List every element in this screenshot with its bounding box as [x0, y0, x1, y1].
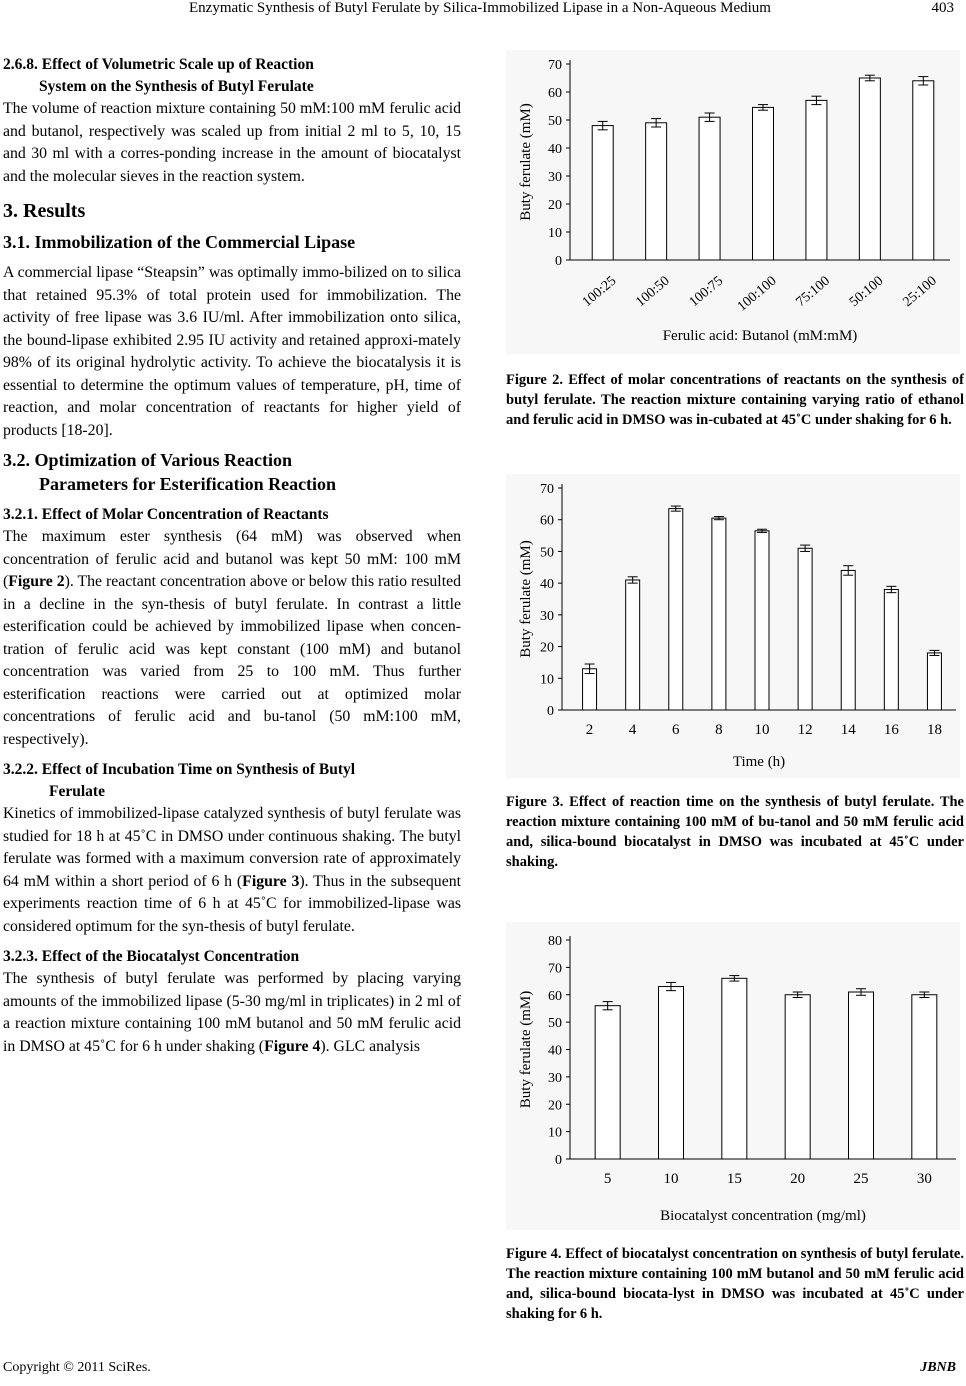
- x-tick-label: 100:25: [579, 273, 620, 311]
- section-3-2-2-heading: [3, 759, 461, 803]
- y-tick-label: 10: [540, 672, 554, 688]
- section-3-2-1-heading: 3.2.1. Effect of Molar Concentration of Reactants: [3, 506, 329, 523]
- section-3-2-3-text-a: The synthesis of butyl ferulate was performed by placing varying amounts of the immobilized lipase (5-30 mg/ml in triplicates) in 2 ml of a reaction mixture containing 100 mM butanol and 50 mM ferulic acid in DMSO at 45˚C for 6 h under shaking (: [3, 970, 461, 1055]
- y-tick-label: 20: [540, 640, 554, 656]
- x-tick-label: 18: [926, 722, 942, 738]
- x-axis-label: Biocatalyst concentration (mg/ml): [660, 1208, 866, 1224]
- section-3-2-2-heading-line1: 3.2.2. Effect of Incubation Time on Synthesis of Butyl: [3, 761, 356, 778]
- section-3-2-2-text-b: ). Thus in the subsequent experiments reaction time of 6 h at 45˚C for immobilized-lipase was considered optimum for the syn-thesis of butyl ferulate.: [3, 872, 462, 935]
- x-tick-label: 30: [916, 1171, 932, 1187]
- bar: [849, 992, 874, 1159]
- figure-3-svg: [506, 474, 960, 778]
- bar: [806, 100, 827, 260]
- bar: [583, 669, 597, 710]
- figure-2-caption: Figure 2. Effect of molar concentrations of reactants on the synthesis of butyl ferulate. The reaction mixture containing varying ratio of ethanol and ferulic acid in DMSO was in-cubated at 45˚C under shaking for 6 h.: [506, 372, 964, 428]
- y-tick-label: 20: [548, 198, 562, 213]
- y-axis-label: Buty ferulate (mM): [518, 540, 534, 658]
- y-tick-label: 60: [540, 513, 554, 529]
- x-tick-label: 10: [754, 722, 770, 738]
- y-tick-label: 0: [555, 1153, 562, 1168]
- y-tick-label: 0: [555, 254, 562, 269]
- y-tick-label: 50: [548, 114, 562, 129]
- section-3-2-heading-line2: Parameters for Esterification Reaction: [39, 474, 337, 494]
- section-3-2-1-text-b: ). The reactant concentration above or below this ratio resulted in a decline in the syn-thesis of butyl ferulate. In contrast a little esterification could be achieved by immobilized lipase when concen-tration of ferulic acid was kept constant (100 mM) and butanol concentration was varied from 25 to 100 mM. Thus further esterification reactions were carried out at optimized molar concentrations of ferulic acid and bu-tanol (50 mM:100 mM, respectively).: [3, 573, 461, 748]
- x-tick-label: 25:100: [900, 273, 940, 311]
- figure-2-svg: [506, 50, 960, 354]
- y-tick-label: 70: [540, 482, 554, 497]
- y-tick-label: 70: [548, 58, 562, 73]
- bar: [646, 123, 667, 260]
- y-tick-label: 30: [548, 1070, 562, 1086]
- bar: [592, 126, 613, 260]
- y-tick-label: 40: [548, 1043, 562, 1059]
- x-tick-label: 25: [853, 1171, 869, 1187]
- y-tick-label: 50: [540, 545, 554, 561]
- bar: [798, 548, 812, 710]
- section-3-1-heading: 3.1. Immobilization of the Commercial Lipase: [3, 232, 356, 252]
- y-tick-label: 70: [548, 961, 562, 977]
- section-2-6-8-heading-line1: 2.6.8. Effect of Volumetric Scale up of Reaction: [3, 56, 314, 73]
- x-tick-label: 100:100: [734, 273, 780, 315]
- y-tick-label: 30: [540, 608, 554, 624]
- section-2-6-8-text: The volume of reaction mixture containing 50 mM:100 mM ferulic acid and butanol, respectively was scaled up from initial 2 ml to 5, 10, 15 and 30 ml with a corres-ponding increase in the amount of biocatalyst and the molecular sieves in the reaction system.: [3, 100, 461, 185]
- y-tick-label: 10: [548, 226, 562, 241]
- section-3-2-3-heading: 3.2.3. Effect of the Biocatalyst Concentration: [3, 948, 300, 965]
- figure-4-reference[interactable]: Figure 4: [264, 1037, 321, 1055]
- y-tick-label: 80: [548, 934, 562, 949]
- section-3-2-1-text-a: The maximum ester synthesis (64 mM) was observed when concentration of ferulic acid and butanol was kept 50 mM: 100 mM (: [3, 528, 461, 590]
- x-tick-label: 14: [840, 722, 856, 738]
- x-axis-label: Time (h): [732, 754, 786, 770]
- x-tick-label: 4: [628, 722, 637, 738]
- y-tick-label: 40: [540, 577, 554, 593]
- y-tick-label: 60: [548, 988, 562, 1004]
- bar: [755, 531, 769, 710]
- x-tick-label: 75:100: [793, 273, 833, 311]
- x-axis-label: Ferulic acid: Butanol (mM:mM): [662, 328, 858, 344]
- figure-3-chart: [506, 474, 960, 778]
- section-3-2-heading-line1: 3.2. Optimization of Various Reaction: [3, 450, 293, 470]
- copyright: Copyright © 2011 SciRes.: [3, 1360, 151, 1375]
- bar: [712, 518, 726, 710]
- section-3-2-3-text: [3, 968, 461, 1058]
- x-tick-label: 5: [603, 1171, 612, 1187]
- figure-3-caption: Figure 3. Effect of reaction time on the synthesis of butyl ferulate. The reaction mixture containing 100 mM of bu-tanol and 50 mM ferulic acid and, silica-bound biocatalyst in DMSO was incubated at 45˚C under shaking.: [506, 794, 964, 870]
- section-3-2-2-heading-line2: Ferulate: [49, 783, 105, 800]
- y-tick-label: 30: [548, 170, 562, 185]
- figure-4-caption: Figure 4. Effect of biocatalyst concentration on synthesis of butyl ferulate. The reaction mixture containing 100 mM butanol and 50 mM ferulic acid and, silica-bound biocata-lyst in DMSO was incubated at 45˚C under shaking for 6 h.: [506, 1246, 964, 1322]
- section-3-2-heading: [3, 448, 461, 496]
- bar: [626, 580, 640, 710]
- bar: [659, 987, 684, 1159]
- x-tick-label: 12: [797, 722, 813, 738]
- figure-2-reference[interactable]: Figure 2: [8, 573, 65, 590]
- bar: [913, 81, 934, 260]
- page-number: 403: [931, 0, 954, 16]
- x-tick-label: 10: [663, 1171, 679, 1187]
- y-tick-label: 40: [548, 142, 562, 157]
- journal-name: JBNB: [920, 1360, 956, 1375]
- bar: [785, 995, 810, 1159]
- figure-2-chart: [506, 50, 960, 354]
- y-tick-label: 0: [547, 704, 554, 719]
- bar: [753, 107, 774, 260]
- y-axis-label: Buty ferulate (mM): [518, 990, 534, 1109]
- page-header: [0, 0, 966, 22]
- x-tick-label: 6: [672, 722, 680, 738]
- section-3-2-2-text-a: Kinetics of immobilized-lipase catalyzed synthesis of butyl ferulate was studied for 18 h at 45˚C in DMSO under continuous shaking. The butyl ferulate was formed with a maximum conversion rate of approximately 64 mM within a short period of 6 h (: [3, 805, 461, 890]
- bar: [912, 995, 937, 1159]
- y-tick-label: 50: [548, 1016, 562, 1032]
- section-3-1-text: A commercial lipase “Steapsin” was optimally immo-bilized on to silica that retained 95.3% of total protein used for immobilization. The activity of free lipase was 3.6 IU/ml. After immobilization onto silica, the bound-lipase exhibited 2.95 IU activity and retained approxi-mately 98% of its original hydrolytic activity. To achieve the biocatalysis it is essential to determine the optimum values of temperature, pH, time of reaction, and molar concentration of reactants for higher yield of products [18-20].: [3, 264, 461, 439]
- left-column: [3, 54, 461, 1058]
- y-tick-label: 20: [548, 1098, 562, 1114]
- x-tick-label: 100:75: [686, 273, 727, 311]
- x-tick-label: 8: [715, 722, 723, 738]
- bar: [699, 117, 720, 260]
- bar: [841, 570, 855, 710]
- figure-4-chart: [506, 922, 960, 1230]
- section-3-2-3-text-b: ). GLC analysis: [320, 1037, 420, 1055]
- x-tick-label: 2: [585, 722, 594, 738]
- y-axis-label: Buty ferulate (mM): [518, 103, 534, 221]
- section-2-6-8-heading: [3, 54, 461, 98]
- bar: [669, 509, 683, 710]
- running-title: Enzymatic Synthesis of Butyl Ferulate by Silica-Immobilized Lipase in a Non-Aqueous Medium: [189, 0, 771, 16]
- figure-4-svg: [506, 922, 960, 1230]
- y-tick-label: 60: [548, 86, 562, 101]
- section-3-2-1-text: [3, 526, 461, 751]
- bar: [722, 978, 747, 1159]
- y-tick-label: 10: [548, 1125, 562, 1141]
- bar: [595, 1006, 620, 1159]
- x-tick-label: 16: [883, 722, 899, 738]
- x-tick-label: 15: [726, 1171, 742, 1187]
- figure-3-reference[interactable]: Figure 3: [242, 872, 300, 890]
- x-tick-label: 100:50: [633, 273, 673, 311]
- bar: [884, 589, 898, 710]
- x-tick-label: 50:100: [846, 273, 887, 311]
- section-2-6-8-heading-line2: System on the Synthesis of Butyl Ferulate: [39, 78, 314, 95]
- page-footer: [0, 1360, 966, 1382]
- bar: [859, 78, 880, 260]
- section-3-2-2-text: [3, 803, 461, 938]
- results-heading: 3. Results: [3, 200, 86, 222]
- x-tick-label: 20: [790, 1171, 806, 1187]
- bar: [927, 653, 941, 710]
